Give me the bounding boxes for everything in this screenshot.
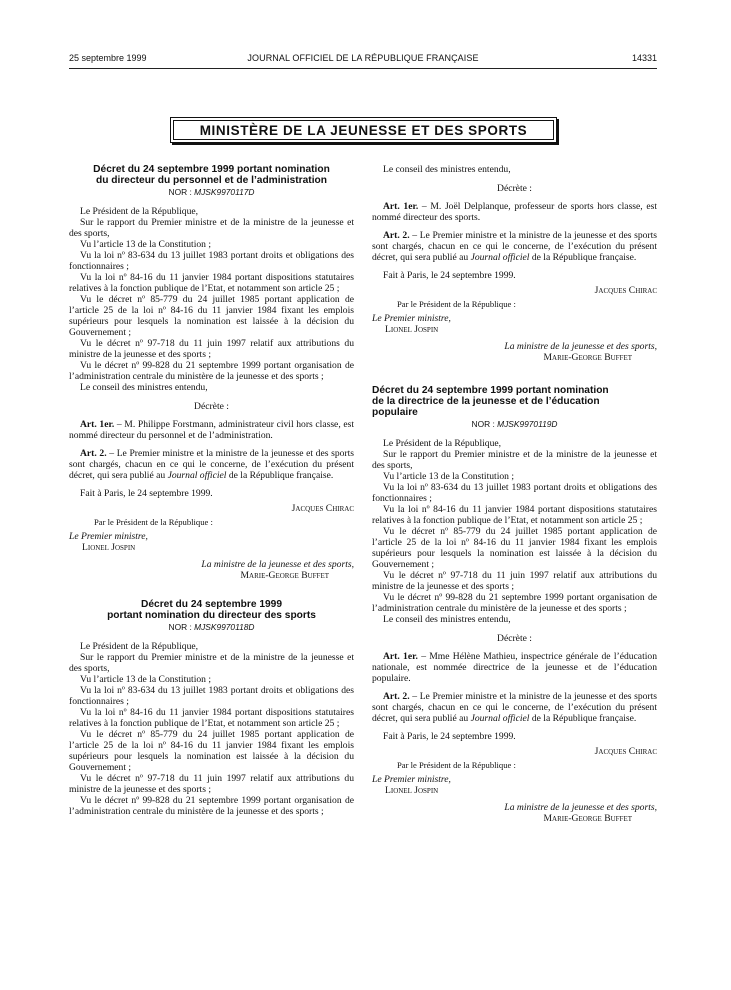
article-text: – Le Premier ministre et la ministre de la jeunesse et des sports sont chargés, chacun en ce qui le concerne, de l’exécution du présent décret, qui sera publié au [372,691,658,724]
decree-3-fait: Fait à Paris, le 24 septembre 1999. [383,731,516,742]
decree-2-article-2 [372,230,657,263]
decree-1-article-2 [69,448,354,481]
decree-3-par-le-president: Par le Président de la République : [397,760,516,770]
decree-1-par-le-president: Par le Président de la République : [94,517,213,527]
decree-1-fait: Fait à Paris, le 24 septembre 1999. [80,488,213,499]
decree-1-minister-name: Marie-George Buffet [240,570,329,581]
decree-2-pm-title: Le Premier ministre, [372,313,451,324]
decree-3-vu-loi-84-16: Vu la loi nº 84-16 du 11 janvier 1984 portant dispositions statutaires relatives à la fonction publique de l’Etat, et notamment son article 25 ; [372,504,657,526]
decree-2-title-line-1: Décret du 24 septembre 1999 [141,599,282,610]
decree-1-president-signature: Jacques Chirac [291,503,354,514]
decree-2-pm-name: Lionel Jospin [385,324,439,335]
article-label: Art. 2. [383,230,410,241]
article-label: Art. 1er. [80,419,115,430]
nor-code: MJSK9970117D [194,187,255,197]
decree-1-title-line-1: Décret du 24 septembre 1999 portant nomination [93,164,330,175]
decree-3-president-signature: Jacques Chirac [594,746,657,757]
decree-separator [69,581,354,599]
decree-2-president-signature: Jacques Chirac [594,285,657,296]
article-text-end: de la République française. [226,470,334,481]
journal-officiel-ref: Journal officiel [470,252,530,263]
decree-1-vu-loi-83-634: Vu la loi nº 83-634 du 13 juillet 1983 portant droits et obligations des fonctionnaires ; [69,250,354,272]
decree-separator [372,363,657,385]
ministry-banner [170,117,557,143]
decree-3-conseil: Le conseil des ministres entendu, [383,614,511,625]
decree-2-fait: Fait à Paris, le 24 septembre 1999. [383,270,516,281]
nor-label: NOR : [168,187,192,197]
journal-officiel-ref: Journal officiel [470,713,530,724]
article-text-end: de la République française. [529,713,637,724]
decree-2-article-1 [372,201,657,223]
decree-3-vu-decret-97-718: Vu le décret nº 97-718 du 11 juin 1997 relatif aux attributions du ministre de la jeunesse et des sports ; [372,570,657,592]
decree-3 [372,385,657,824]
ministry-banner-inner-frame [173,120,554,140]
decree-2-par-le-president: Par le Président de la République : [397,299,516,309]
decree-3-vu-decret-99-828: Vu le décret nº 99-828 du 21 septembre 1999 portant organisation de l’administration centrale du ministère de la jeunesse et des sports ; [372,592,657,614]
article-text: – Le Premier ministre et la ministre de la jeunesse et des sports sont chargés, chacun en ce qui le concerne, de l’exécution du présent décret, qui sera publié au [372,230,658,263]
decree-1-title-line-2: du directeur du personnel et de l’administration [96,175,327,186]
decree-3-minister-title: La ministre de la jeunesse et des sports, [504,802,657,813]
decree-3-preamble-president: Le Président de la République, [383,438,502,449]
decree-2-minister-title: La ministre de la jeunesse et des sports, [504,341,657,352]
decree-2-decrete: Décrète : [497,183,532,194]
article-text: – M. Philippe Forstmann, administrateur civil hors classe, est nommé directeur du personnel et de l’administration. [69,419,354,441]
article-label: Art. 2. [383,691,410,702]
decree-1-nor [69,187,354,198]
ministry-title: MINISTÈRE DE LA JEUNESSE ET DES SPORTS [199,122,528,138]
decree-2-vu-loi-84-16: Vu la loi nº 84-16 du 11 janvier 1984 portant dispositions statutaires relatives à la fonction publique de l’Etat, et notamment son article 25 ; [69,707,354,729]
decree-2-vu-decret-85-779: Vu le décret nº 85-779 du 24 juillet 1985 portant application de l’article 25 de la loi nº 84-16 du 11 janvier 1984 fixant les emplois supérieurs pour lesquels la nomination est laissée à la décision du Gouvernement ; [69,729,354,773]
decree-3-pm-title: Le Premier ministre, [372,774,451,785]
decree-3-article-2 [372,691,657,724]
decree-2-vu-decret-97-718: Vu le décret nº 97-718 du 11 juin 1997 relatif aux attributions du ministre de la jeunesse et des sports ; [69,773,354,795]
decree-2 [69,599,354,817]
article-text: – Le Premier ministre et la ministre de la jeunesse et des sports sont chargés, chacun en ce qui le concerne, de l’exécution du présent décret, qui sera publié au [69,448,355,481]
decree-3-title-line-3: populaire [372,407,418,418]
decree-3-vu-loi-83-634: Vu la loi nº 83-634 du 13 juillet 1983 portant droits et obligations des fonctionnaires ; [372,482,657,504]
header-page-number: 14331 [631,53,657,63]
decree-3-vu-constitution: Vu l’article 13 de la Constitution ; [383,471,515,482]
decree-2-title-line-2: portant nomination du directeur des sports [107,610,316,621]
article-label: Art. 1er. [383,651,418,662]
header-journal-title: JOURNAL OFFICIEL DE LA RÉPUBLIQUE FRANÇAISE [247,53,479,63]
article-text-end: de la République française. [529,252,637,263]
header-date: 25 septembre 1999 [69,53,147,63]
decree-1-decrete: Décrète : [194,401,229,412]
journal-officiel-ref: Journal officiel [167,470,227,481]
nor-code: MJSK9970118D [194,622,255,632]
decree-1-conseil: Le conseil des ministres entendu, [80,382,208,393]
article-text: – Mme Hélène Mathieu, inspectrice générale de l’éducation nationale, est nommée directrice de la jeunesse et de l’éducation populaire. [372,651,657,684]
nor-label: NOR : [168,622,192,632]
decree-1-vu-constitution: Vu l’article 13 de la Constitution ; [80,239,212,250]
article-text: – M. Joël Delplanque, professeur de sports hors classe, est nommé directeur des sports. [372,201,657,223]
article-label: Art. 1er. [383,201,419,212]
decree-2-vu-decret-99-828: Vu le décret nº 99-828 du 21 septembre 1999 portant organisation de l’administration centrale du ministère de la jeunesse et des sports ; [69,795,354,817]
decree-3-minister-name: Marie-George Buffet [543,813,632,824]
nor-code: MJSK9970119D [497,419,558,429]
decree-3-title-line-1: Décret du 24 septembre 1999 portant nomination [372,385,609,396]
decree-1-minister-title: La ministre de la jeunesse et des sports, [201,559,354,570]
article-label: Art. 2. [80,448,107,459]
decree-1-vu-loi-84-16: Vu la loi nº 84-16 du 11 janvier 1984 portant dispositions statutaires relatives à la fonction publique de l’Etat, et notamment son article 25 ; [69,272,354,294]
decree-1-vu-decret-97-718: Vu le décret nº 97-718 du 11 juin 1997 relatif aux attributions du ministre de la jeunesse et des sports ; [69,338,354,360]
decree-1 [69,164,354,581]
decree-1-vu-decret-99-828: Vu le décret nº 99-828 du 21 septembre 1999 portant organisation de l’administration centrale du ministère de la jeunesse et des sports ; [69,360,354,382]
decree-3-pm-name: Lionel Jospin [385,785,439,796]
decree-1-article-1 [69,419,354,441]
decree-3-decrete: Décrète : [497,633,532,644]
decree-3-article-1 [372,651,657,684]
header-rule [69,68,657,69]
left-column [69,164,354,817]
decree-2-conseil: Le conseil des ministres entendu, [383,164,511,175]
decree-1-preamble-rapport: Sur le rapport du Premier ministre et de la ministre de la jeunesse et des sports, [69,217,354,239]
page-header [69,53,657,67]
decree-2-continued [372,164,657,363]
decree-1-pm-title: Le Premier ministre, [69,531,148,542]
decree-1-vu-decret-85-779: Vu le décret nº 85-779 du 24 juillet 1985 portant application de l’article 25 de la loi nº 84-16 du 11 janvier 1984 fixant les emplois supérieurs pour lesquels la nomination est laissée à la décision du Gouvernement ; [69,294,354,338]
decree-3-vu-decret-85-779: Vu le décret nº 85-779 du 24 juillet 1985 portant application de l’article 25 de la loi nº 84-16 du 11 janvier 1984 fixant les emplois supérieurs pour lesquels la nomination est laissée à la décision du Gouvernement ; [372,526,657,570]
right-column [372,164,657,824]
decree-2-vu-loi-83-634: Vu la loi nº 83-634 du 13 juillet 1983 portant droits et obligations des fonctionnaires ; [69,685,354,707]
decree-2-preamble-president: Le Président de la République, [80,641,199,652]
decree-1-pm-name: Lionel Jospin [82,542,136,553]
decree-1-preamble-president: Le Président de la République, [80,206,199,217]
decree-3-title-line-2: de la directrice de la jeunesse et de l’éducation [372,396,600,407]
nor-label: NOR : [471,419,495,429]
decree-2-vu-constitution: Vu l’article 13 de la Constitution ; [80,674,212,685]
decree-2-minister-name: Marie-George Buffet [543,352,632,363]
decree-2-preamble-rapport: Sur le rapport du Premier ministre et de la ministre de la jeunesse et des sports, [69,652,354,674]
decree-3-preamble-rapport: Sur le rapport du Premier ministre et de la ministre de la jeunesse et des sports, [372,449,657,471]
decree-2-nor [69,622,354,633]
decree-3-nor [372,419,657,430]
